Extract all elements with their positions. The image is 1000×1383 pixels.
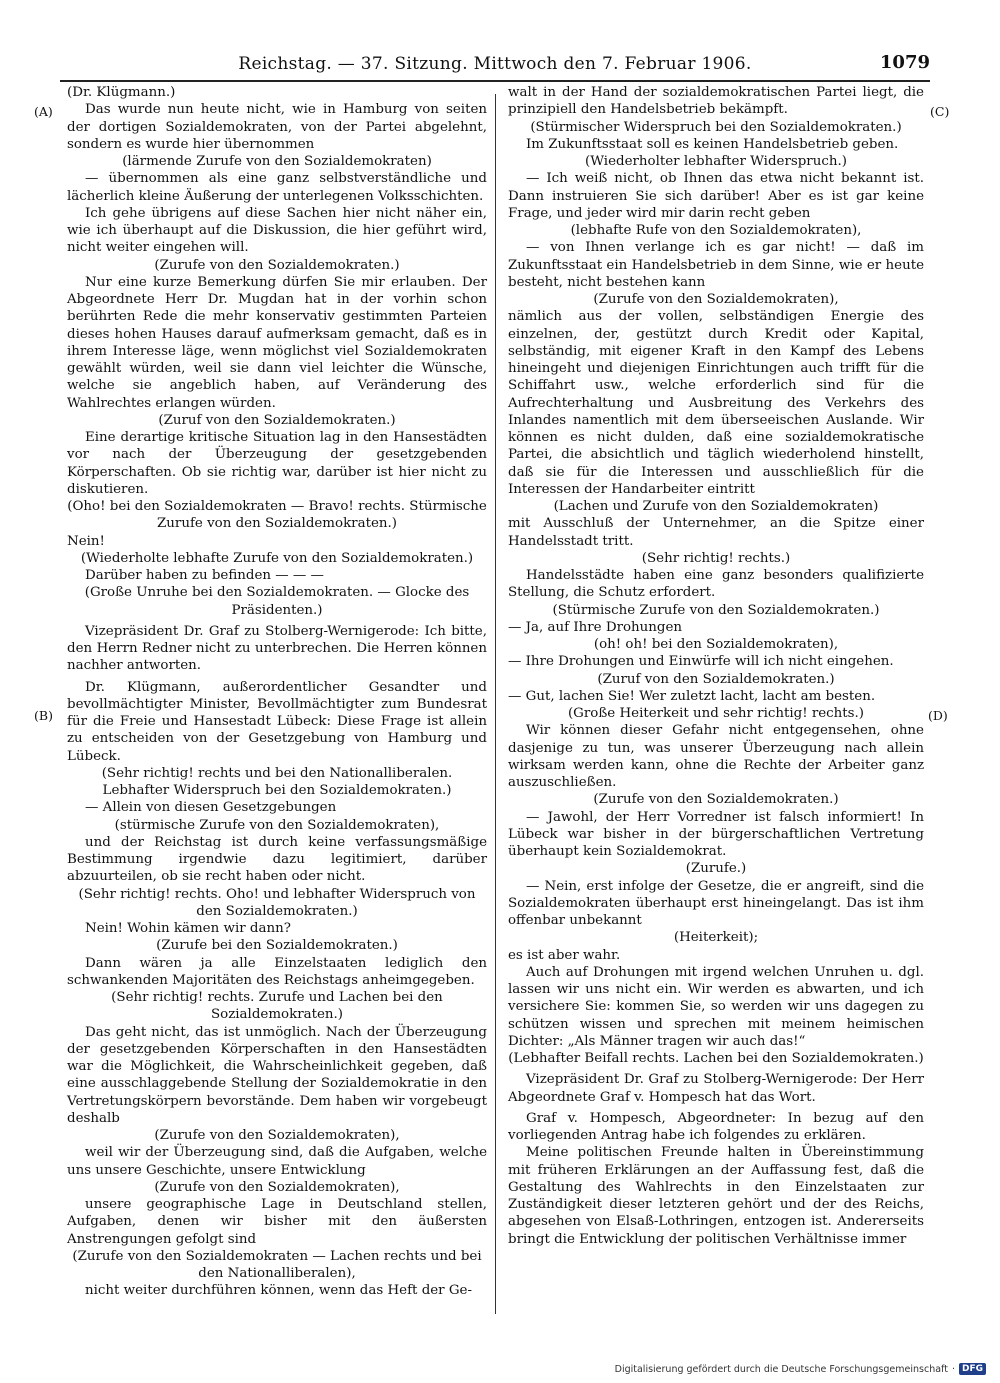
interjection: (Zurufe von den Sozialdemokraten), bbox=[154, 1179, 400, 1195]
interjection: (Zurufe von den Sozialdemokraten — Lachen rechts und bei den Nationalliberalen), bbox=[72, 1248, 482, 1281]
margin-marker-a: (A) bbox=[34, 104, 53, 119]
interjection: (Sehr richtig! rechts.) bbox=[641, 550, 791, 566]
interjection: (stürmische Zurufe von den Sozialdemokraten), bbox=[114, 817, 440, 833]
interjection: (Zurufe von den Sozialdemokraten), bbox=[154, 1128, 400, 1143]
interjection: (Zurufe bei den Sozialdemokraten.) bbox=[156, 938, 398, 954]
column-divider bbox=[495, 94, 496, 1314]
paragraph: nicht weiter durchführen können, wenn das Heft der Ge- bbox=[85, 1283, 472, 1299]
footer-credit: Digitalisierung gefördert durch die Deutsche Forschungsgemeinschaft bbox=[614, 1363, 948, 1375]
interjection: (Sehr richtig! rechts. Oho! und lebhafter Widerspruch von den Sozialdemokraten.) bbox=[78, 886, 476, 919]
interjection: (Sehr richtig! rechts und bei den Nationalliberalen. Lebhafter Widerspruch bei den Sozialdemokraten.) bbox=[101, 765, 453, 798]
paragraph: — Ich weiß nicht, ob Ihnen das etwa nicht bekannt ist. Dann instruieren Sie sich darüber! Aber es ist gar keine Frage, und jeder wird mir darin recht geben bbox=[508, 171, 924, 221]
interjection: (Stürmische Zurufe von den Sozialdemokraten.) bbox=[552, 602, 880, 618]
interjection: (Zurufe von den Sozialdemokraten.) bbox=[154, 257, 400, 273]
interjection: (Stürmischer Widerspruch bei den Sozialdemokraten.) bbox=[530, 119, 902, 135]
interjection: (Große Heiterkeit und sehr richtig! rechts.) bbox=[567, 706, 865, 721]
paragraph: — Jawohl, der Herr Vorredner ist falsch informiert! In Lübeck war bisher in der bürgerschaftlichen Vertretung überhaupt kein Sozialdemokrat. bbox=[508, 809, 924, 859]
paragraph: — von Ihnen verlange ich es gar nicht! — daß im Zukunftsstaat ein Handelsbetrieb in dem Sinne, wie er heute besteht, nicht bestehen kann bbox=[508, 240, 924, 290]
interjection: (Zurufe von den Sozialdemokraten), bbox=[593, 292, 839, 307]
paragraph: Nur eine kurze Bemerkung dürfen Sie mir erlauben. Der Abgeordnete Herr Dr. Mugdan hat in der vorhin schon berührten Rede die mehr konservativ gestimmten Parteien dieses hohen Hauses darauf aufmerksam gemacht, daß es in ihrem Interesse läge, wenn möglichst viel Sozialdemokraten gewählt würden, weil sie dann viel leichter die Wünsche, welche sie angeblich haben, auf Veränderung des Wahlrechtes erlangen würden. bbox=[67, 274, 487, 411]
page-number: 1079 bbox=[879, 52, 930, 73]
paragraph: — Ja, auf Ihre Drohungen bbox=[508, 619, 683, 635]
interjection: (Zuruf von den Sozialdemokraten.) bbox=[158, 412, 396, 428]
paragraph: — Gut, lachen Sie! Wer zuletzt lacht, lacht am besten. bbox=[508, 688, 876, 704]
speaker-paragraph: Graf v. Hompesch, Abgeordneter: In bezug auf den vorliegenden Antrag habe ich folgendes zu erklären. bbox=[508, 1110, 924, 1143]
margin-marker-c: (C) bbox=[930, 104, 950, 119]
paragraph: — Allein von diesen Gesetzgebungen bbox=[85, 800, 337, 816]
interjection: (Wiederholte lebhafte Zurufe von den Sozialdemokraten.) bbox=[80, 550, 474, 566]
paragraph: Das geht nicht, das ist unmöglich. Nach der Überzeugung der gesetzgebenden Körperschaften in den Hansestädten war die Möglichkeit, die Wahrscheinlichkeit gegeben, daß eine ausschlaggebende Stellung der Sozialdemokratie in den Vertretungskörpern bevorstände. Dem haben wir vorgebeugt deshalb bbox=[67, 1024, 487, 1126]
interjection: (oh! oh! bei den Sozialdemokraten), bbox=[593, 637, 839, 652]
interjection: (Zurufe von den Sozialdemokraten.) bbox=[593, 792, 839, 808]
interjection: (Zuruf von den Sozialdemokraten.) bbox=[597, 671, 835, 687]
margin-marker-b: (B) bbox=[34, 708, 53, 723]
paragraph: es ist aber wahr. bbox=[508, 947, 621, 963]
left-column bbox=[67, 84, 487, 1300]
dfg-logo: DFG bbox=[959, 1363, 986, 1375]
interjection: (Große Unruhe bei den Sozialdemokraten. — Glocke des Präsidenten.) bbox=[84, 585, 470, 618]
paragraph: Dann wären ja alle Einzelstaaten lediglich den schwankenden Majoritäten des Reichstags anheimgegeben. bbox=[67, 955, 487, 988]
interjection: (Zurufe.) bbox=[685, 861, 747, 877]
interjection: (Oho! bei den Sozialdemokraten — Bravo! rechts. Stürmische Zurufe von den Sozialdemokraten.) bbox=[67, 499, 487, 532]
interjection: (Sehr richtig! rechts. Zurufe und Lachen bei den Sozialdemokraten.) bbox=[111, 990, 443, 1023]
header-rule bbox=[60, 80, 930, 82]
paragraph: nämlich aus der vollen, selbständigen Energie des einzelnen, der, gestützt durch Kredit oder Kapital, selbständig, mit eigener Kraft in den Kampf des Lebens hineingeht und diejenigen Einrichtungen auch trifft für die Schiffahrt usw., welche erforderlich sind für die Aufrechterhaltung und Ausbreitung des Verkehrs des Inlandes namentlich mit dem überseeischen Auslande. Wir können es nicht dulden, daß eine sozialdemokratische Partei, die absichtlich und täglich wiederholend hinstellt, daß sie für die Interessen und ausschließlich für die Interessen der Handarbeiter eintritt bbox=[508, 309, 924, 497]
speaker-paragraph: Vizepräsident Dr. Graf zu Stolberg-Wernigerode: Der Herr Abgeordnete Graf v. Hompesch hat das Wort. bbox=[508, 1072, 924, 1105]
interjection: (Wiederholter lebhafter Widerspruch.) bbox=[585, 154, 847, 169]
paragraph: Das wurde nun heute nicht, wie in Hamburg von seiten der dortigen Sozialdemokraten, von der Partei abgelehnt, sondern es wurde hier übernommen bbox=[67, 102, 487, 152]
paragraph: mit Ausschluß der Unternehmer, an die Spitze einer Handelsstadt tritt. bbox=[508, 516, 924, 549]
interjection: (lebhafte Rufe von den Sozialdemokraten), bbox=[570, 223, 862, 238]
speaker-paragraph: Dr. Klügmann, außerordentlicher Gesandter und bevollmächtigter Minister, Bevollmächtigter zum Bundesrat für die Freie und Hansestadt Lübeck: Diese Frage ist allein zu entscheiden von der Gesetzgebung von Hamburg und Lübeck. bbox=[67, 679, 487, 764]
paragraph: walt in der Hand der sozialdemokratischen Partei liegt, die prinzipiell den Handelsbetrieb bekämpft. bbox=[508, 85, 924, 118]
paragraph: Eine derartige kritische Situation lag in den Hansestädten vor nach der Überzeugung der gesetzgebenden Körperschaften. Ob sie richtig war, darüber ist hier nicht zu diskutieren. bbox=[67, 430, 487, 497]
paragraph: Handelsstädte haben eine ganz besonders qualifizierte Stellung, die Schutz erfordert. bbox=[508, 568, 924, 601]
interjection: (Lachen und Zurufe von den Sozialdemokraten) bbox=[553, 499, 879, 514]
margin-marker-d: (D) bbox=[928, 708, 948, 723]
footer: Digitalisierung gefördert durch die Deutsche Forschungsgemeinschaft · DFG bbox=[615, 1363, 986, 1375]
paragraph: weil wir der Überzeugung sind, daß die Aufgaben, welche uns unsere Geschichte, unsere Entwicklung bbox=[67, 1145, 487, 1178]
paragraph: — Nein, erst infolge der Gesetze, die er angreift, sind die Sozialdemokraten überhaupt erst hineingelangt. Das ist ihm offenbar unbekannt bbox=[508, 878, 924, 928]
running-title: Reichstag. — 37. Sitzung. Mittwoch den 7. Februar 1906. bbox=[238, 54, 752, 74]
paragraph: und der Reichstag ist durch keine verfassungsmäßige Bestimmung irgendwie dazu legitimiert, darüber abzuurteilen, ob sie recht haben oder nicht. bbox=[67, 834, 487, 885]
paragraph: Wir können dieser Gefahr nicht entgegensehen, ohne dasjenige zu tun, was unserer Überzeugung nach allein wirksam werden kann, ohne die Rechte der Arbeiter ganz auszuschließen. bbox=[508, 723, 924, 790]
paragraph: Im Zukunftsstaat soll es keinen Handelsbetrieb geben. bbox=[526, 136, 899, 152]
interjection: (lärmende Zurufe von den Sozialdemokraten) bbox=[122, 154, 432, 169]
paragraph: Nein! bbox=[67, 533, 105, 549]
paragraph: Meine politischen Freunde halten in Übereinstimmung mit früheren Erklärungen an der Auffassung fest, daß die Gestaltung des Wahlrechts in den Einzelstaaten zur Zuständigkeit dieser letzteren gehört und der des Reichs, abgesehen von Elsaß-Lothringen, entzogen ist. Andererseits bringt die Entwicklung der politischen Verhältnisse immer bbox=[508, 1145, 924, 1247]
paragraph: — Ihre Drohungen und Einwürfe will ich nicht eingehen. bbox=[508, 654, 894, 670]
paragraph: — übernommen als eine ganz selbstverständliche und lächerlich kleine Äußerung der unterlegenen Volksschichten. bbox=[67, 171, 487, 204]
paragraph: unsere geographische Lage in Deutschland stellen, Aufgaben, denen wir bisher mit den äußersten Anstrengungen gefolgt sind bbox=[67, 1197, 487, 1247]
page-header bbox=[60, 52, 930, 80]
speaker-header: (Dr. Klügmann.) bbox=[67, 85, 176, 100]
paragraph: Darüber haben zu befinden — — — bbox=[85, 568, 324, 583]
paragraph: Auch auf Drohungen mit irgend welchen Unruhen u. dgl. lassen wir uns nicht ein. Wir werden es abwarten, und ich versichere Sie: kommen Sie, so werden wir uns dagegen zu schützen wissen und sprechen mit meinem heimischen Dichter: „Als Männer tragen wir auch das!“ bbox=[508, 964, 924, 1049]
interjection: (Lebhafter Beifall rechts. Lachen bei den Sozialdemokraten.) bbox=[508, 1051, 924, 1066]
paragraph: Nein! Wohin kämen wir dann? bbox=[85, 921, 291, 936]
interjection: (Heiterkeit); bbox=[673, 930, 759, 946]
speaker-paragraph: Vizepräsident Dr. Graf zu Stolberg-Wernigerode: Ich bitte, den Herrn Redner nicht zu unterbrechen. Die Herren können nachher antworten. bbox=[67, 623, 487, 674]
paragraph: Ich gehe übrigens auf diese Sachen hier nicht näher ein, wie ich überhaupt auf die Diskussion, die hier geführt wird, nicht weiter eingehen will. bbox=[67, 205, 487, 256]
right-column bbox=[508, 84, 924, 1248]
